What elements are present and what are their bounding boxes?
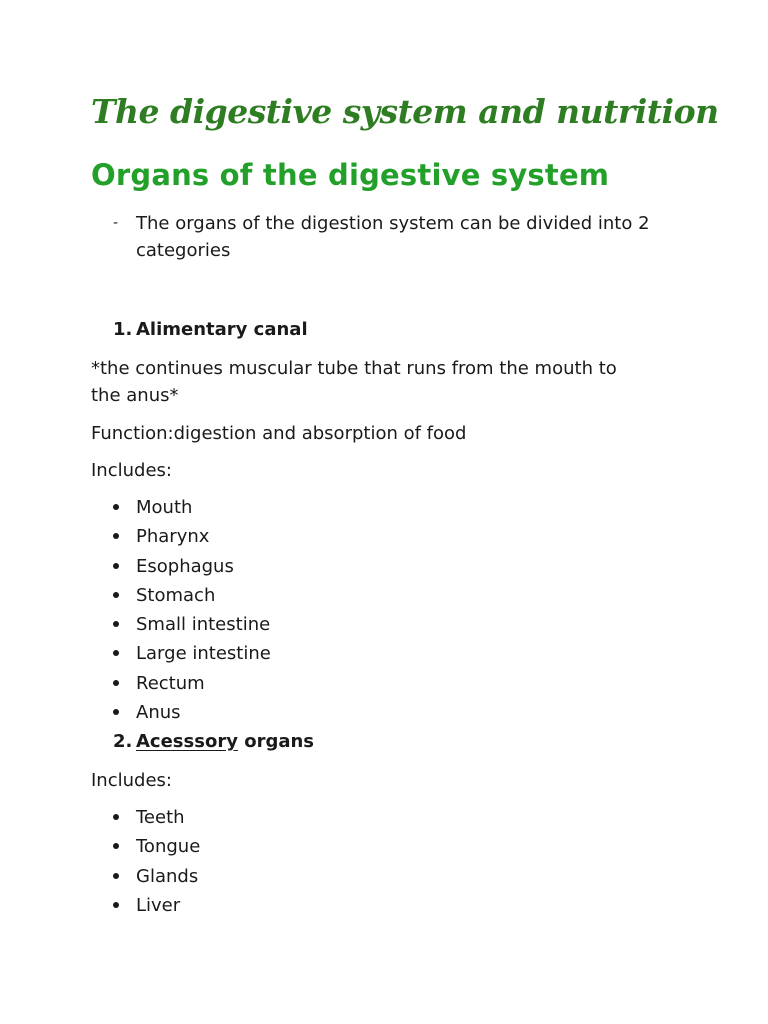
list-item: [113, 892, 200, 921]
list-item-text: Stomach: [136, 584, 216, 606]
section1-definition: *the continues muscular tube that runs from the mouth to the anus*: [91, 358, 617, 406]
dash-marker: -: [113, 215, 119, 231]
section1-includes-label: Includes:: [91, 460, 172, 481]
list-item: [113, 553, 271, 582]
bullet-dot: [113, 621, 119, 627]
list-item-text: Small intestine: [136, 614, 271, 636]
bullet-dot: [113, 709, 119, 715]
section1-function: Function:digestion and absorption of food: [91, 423, 467, 444]
list-item: [113, 804, 200, 833]
intro-text: The organs of the digestion system can be divided into 2 categories: [136, 213, 650, 261]
section1-list: [113, 494, 271, 728]
list-item: [113, 699, 271, 728]
bullet-dot: [113, 814, 119, 820]
section2-heading-underlined: Acesssory: [136, 731, 238, 752]
bullet-dot: [113, 680, 119, 686]
list-item: [113, 582, 271, 611]
list-item: [113, 670, 271, 699]
section1-number: 1.: [113, 319, 133, 340]
section2-includes-label: Includes:: [91, 770, 172, 791]
section2-number: 2.: [113, 731, 133, 752]
list-item: [113, 833, 200, 862]
section1-heading-text: Alimentary canal: [136, 319, 308, 340]
bullet-dot: [113, 592, 119, 598]
list-item: [113, 640, 271, 669]
list-item-text: Esophagus: [136, 555, 234, 577]
list-item: [113, 611, 271, 640]
bullet-dot: [113, 504, 119, 510]
list-item-text: Large intestine: [136, 643, 271, 665]
section2-heading-rest: organs: [237, 731, 315, 752]
bullet-dot: [113, 843, 119, 849]
section1-heading: [113, 316, 308, 343]
list-item-text: Tongue: [136, 836, 201, 858]
list-item-text: Liver: [136, 894, 181, 916]
list-item-text: Pharynx: [136, 526, 210, 548]
list-item-text: Glands: [136, 865, 199, 887]
bullet-dot: [113, 902, 119, 908]
section2-list: [113, 804, 200, 921]
list-item-text: Mouth: [136, 497, 193, 518]
intro-dash-item: [113, 210, 673, 264]
list-item-text: Anus: [136, 702, 181, 724]
list-item: [113, 494, 271, 523]
list-item: [113, 863, 200, 892]
section-subtitle: Organs of the digestive system: [91, 158, 610, 192]
document-title: The digestive system and nutrition: [91, 92, 719, 131]
bullet-dot: [113, 650, 119, 656]
bullet-dot: [113, 563, 119, 569]
list-item-text: Teeth: [136, 807, 185, 828]
list-item: [113, 523, 271, 552]
list-item-text: Rectum: [136, 672, 205, 694]
section2-heading: [113, 728, 314, 755]
bullet-dot: [113, 533, 119, 539]
bullet-dot: [113, 873, 119, 879]
